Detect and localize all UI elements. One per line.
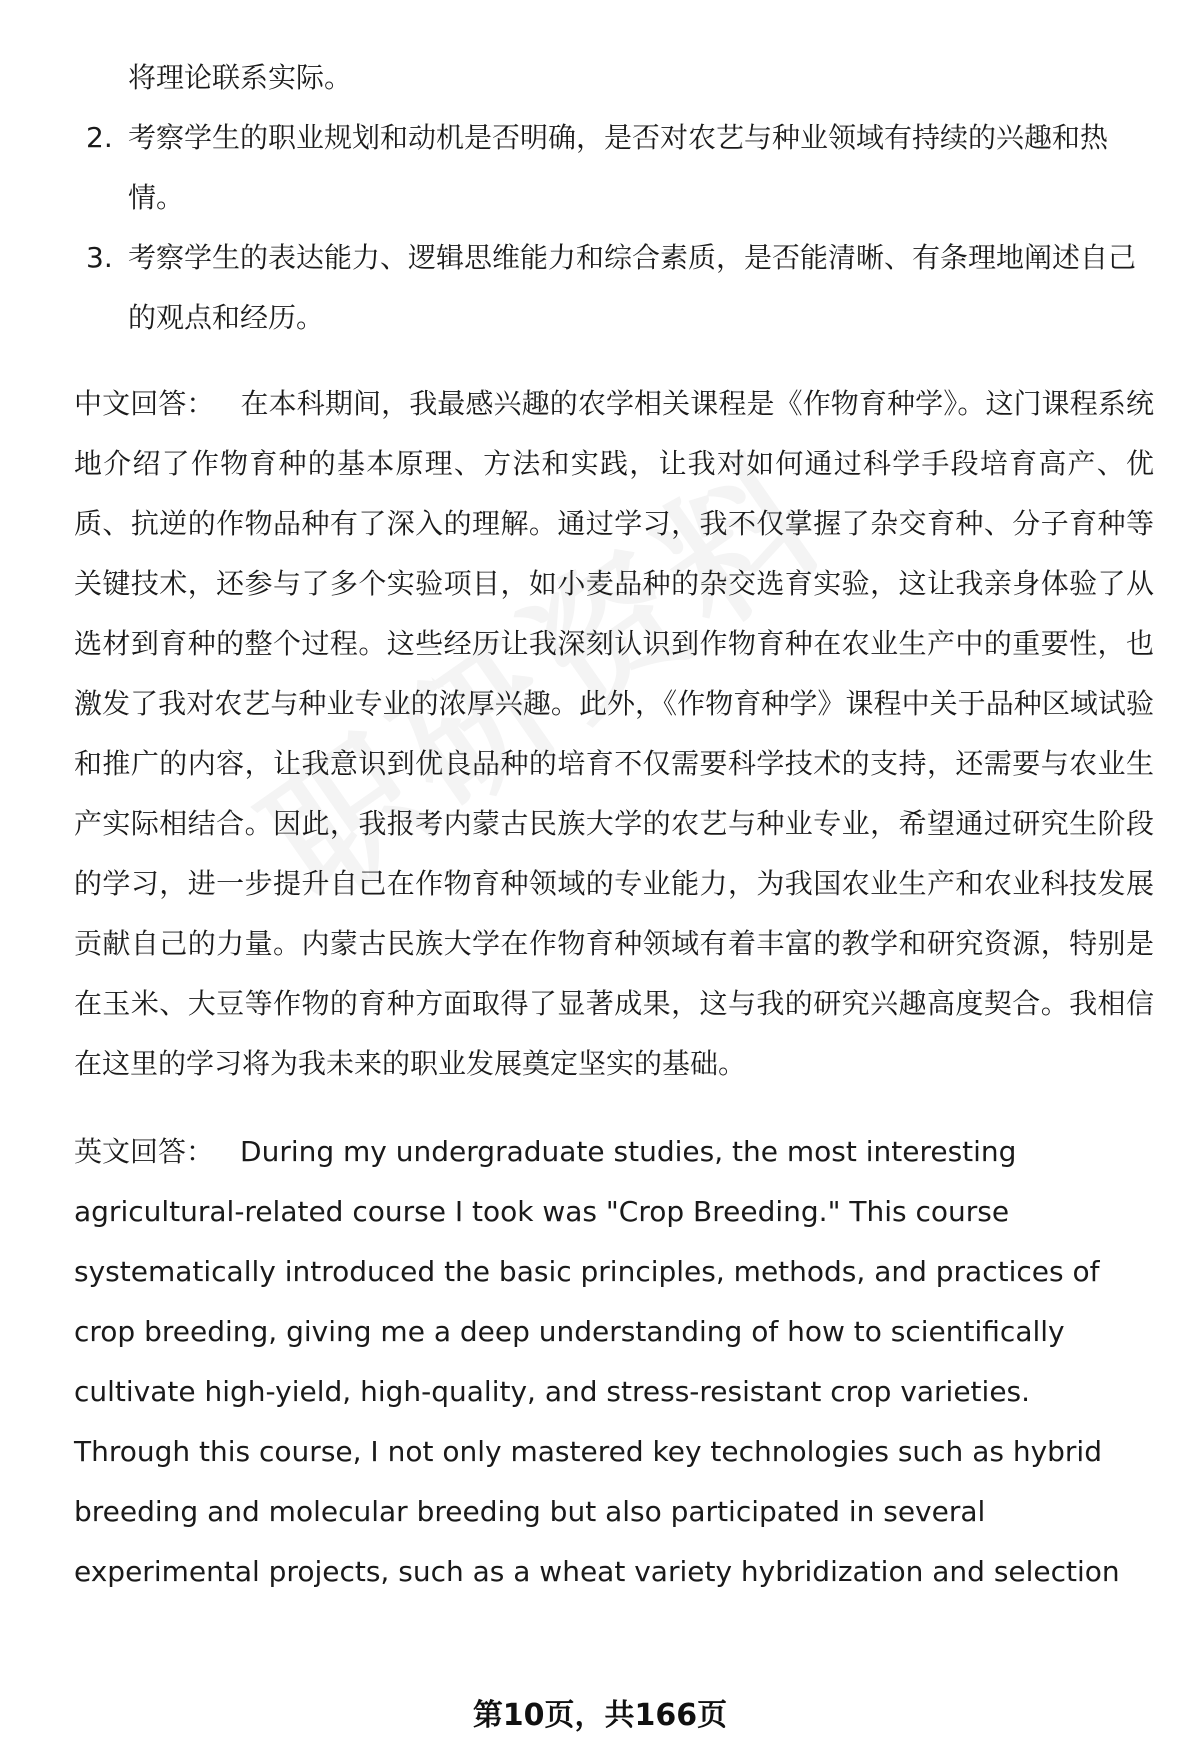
- list-item: [74, 108, 1154, 228]
- list-item-text: 考察学生的职业规划和动机是否明确，是否对农艺与种业领域有持续的兴趣和热情。: [128, 121, 1109, 214]
- chinese-answer-text: 在本科期间，我最感兴趣的农学相关课程是《作物育种学》。这门课程系统地介绍了作物育种的基本原理、方法和实践，让我对如何通过科学手段培育高产、优质、抗逆的作物品种有了深入的理解。通过学习，我不仅掌握了杂交育种、分子育种等关键技术，还参与了多个实验项目，如小麦品种的杂交选育实验，这让我亲身体验了从选材到育种的整个过程。这些经历让我深刻认识到作物育种在农业生产中的重要性，也激发了我对农艺与种业专业的浓厚兴趣。此外，《作物育种学》课程中关于品种区域试验和推广的内容，让我意识到优良品种的培育不仅需要科学技术的支持，还需要与农业生产实际相结合。因此，我报考内蒙古民族大学的农艺与种业专业，希望通过研究生阶段的学习，进一步提升自己在作物育种领域的专业能力，为我国农业生产和农业科技发展贡献自己的力量。内蒙古民族大学在作物育种领域有着丰富的教学和研究资源，特别是在玉米、大豆等作物的育种方面取得了显著成果，这与我的研究兴趣高度契合。我相信在这里的学习将为我未来的职业发展奠定坚实的基础。: [74, 387, 1154, 1080]
- list-item-text: 考察学生的表达能力、逻辑思维能力和综合素质，是否能清晰、有条理地阐述自己的观点和经历。: [128, 241, 1137, 334]
- chinese-answer-label: 中文回答：: [74, 387, 215, 420]
- list-item-number: 3.: [86, 241, 113, 274]
- english-answer-label: 英文回答：: [74, 1135, 215, 1168]
- document-page: [74, 48, 1154, 1602]
- english-answer-text: During my undergraduate studies, the most interesting agricultural-related course I took was "Crop Breeding." This course systematically introduced the basic principles, methods, and practices of crop breeding, giving me a deep understanding of how to scientifically cultivate high-yield, high-quality, and stress-resistant crop varieties. Through this course, I not only mastered key technologies such as hybrid breeding and molecular breeding but also participated in several experimental projects, such as a wheat variety hybridization and selection: [74, 1135, 1120, 1588]
- continuation-line: 将理论联系实际。: [128, 61, 353, 94]
- list-item: [74, 228, 1154, 348]
- criteria-list: [74, 108, 1154, 348]
- chinese-answer: [74, 374, 1154, 1094]
- page-footer: 第10页，共166页: [472, 1698, 728, 1733]
- english-answer: [74, 1122, 1154, 1602]
- list-item-number: 2.: [86, 121, 113, 154]
